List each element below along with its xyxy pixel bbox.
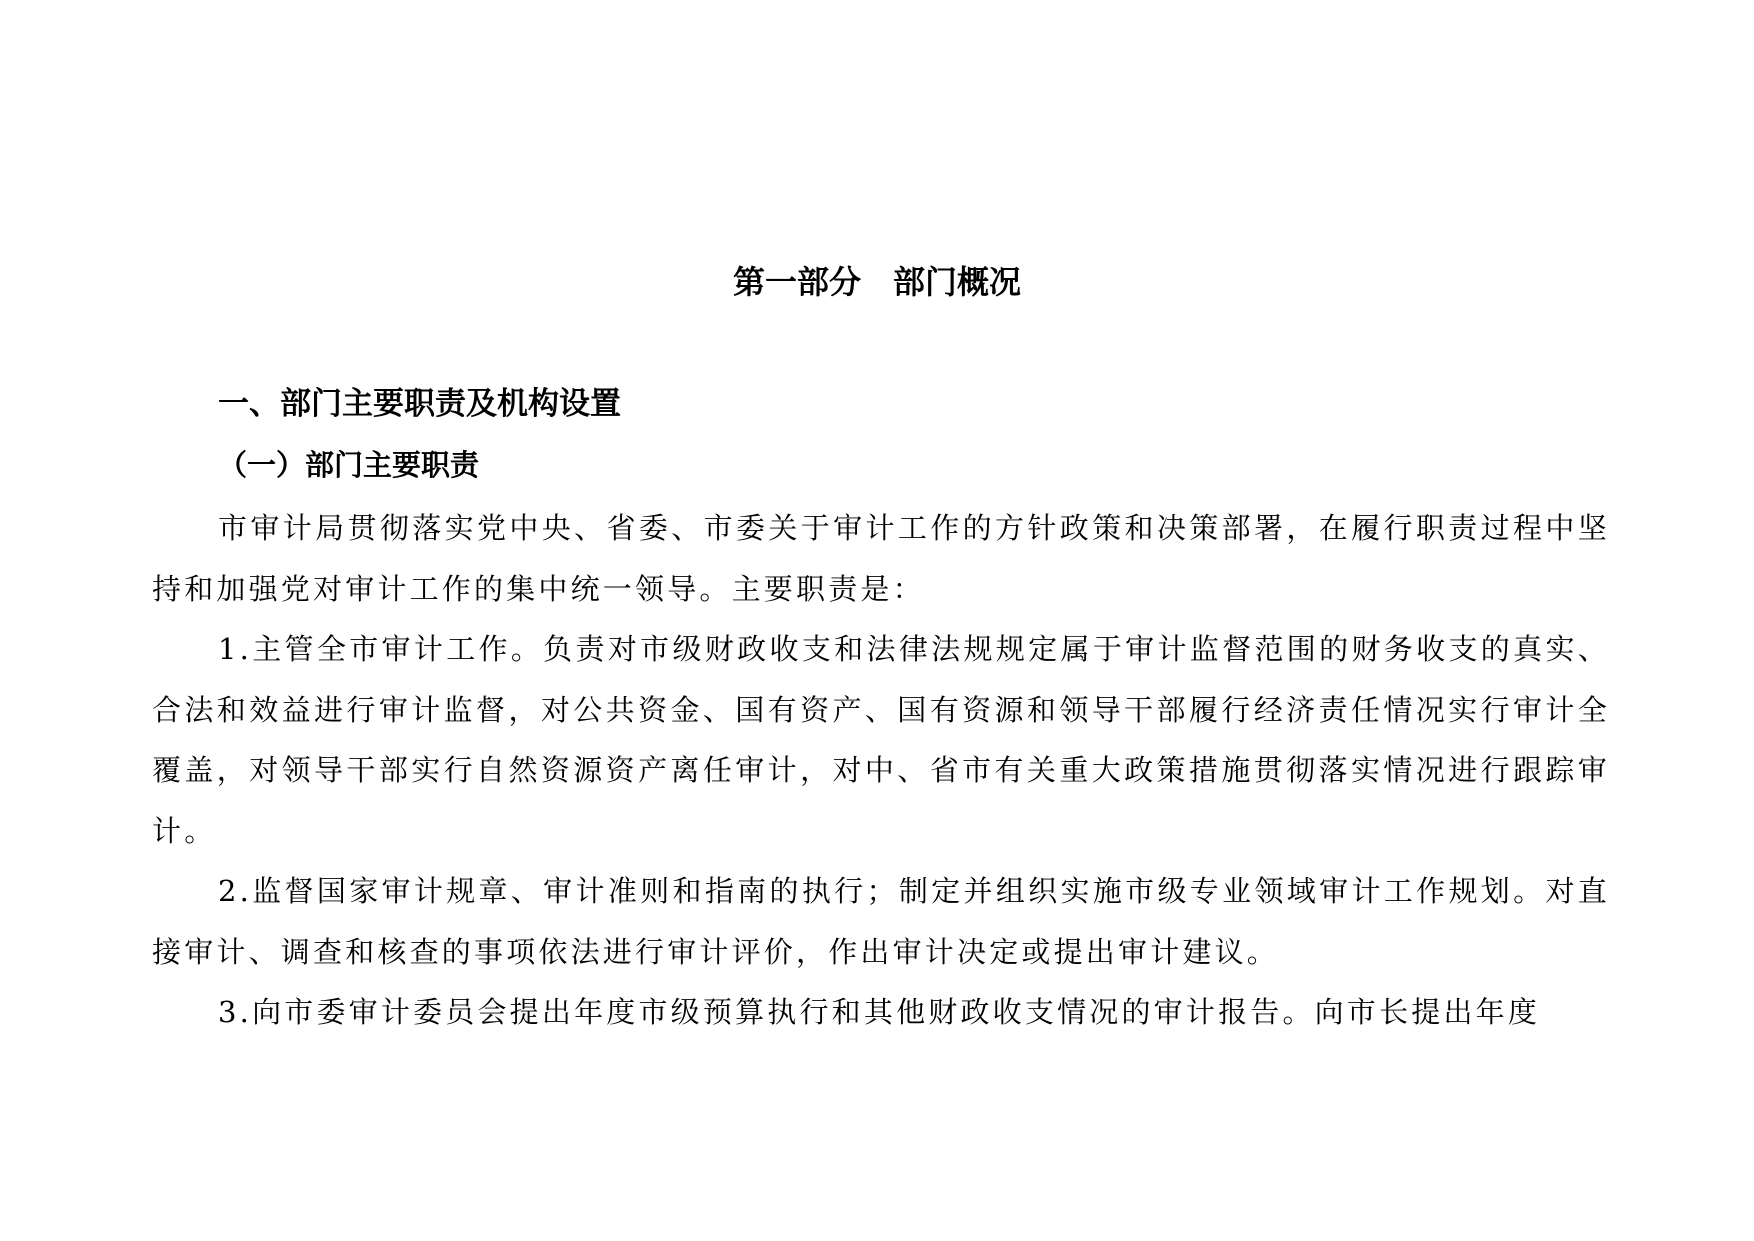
section-heading: 一、部门主要职责及机构设置 — [218, 386, 621, 422]
paragraph-duty-3: 3.向市委审计委员会提出年度市级预算执行和其他财政收支情况的审计报告。向市长提出年度 — [218, 995, 1541, 1029]
body-text — [152, 498, 1610, 1043]
paragraph-intro: 市审计局贯彻落实党中央、省委、市委关于审计工作的方针政策和决策部署，在履行职责过程中坚持和加强党对审计工作的集中统一领导。主要职责是： — [152, 511, 1610, 606]
paragraph-duty-2: 2.监督国家审计规章、审计准则和指南的执行；制定并组织实施市级专业领域审计工作规划。对直接审计、调查和核查的事项依法进行审计评价，作出审计决定或提出审计建议。 — [152, 874, 1610, 969]
subsection-heading: （一）部门主要职责 — [218, 448, 480, 482]
paragraph-duty-1: 1.主管全市审计工作。负责对市级财政收支和法律法规规定属于审计监督范围的财务收支的真实、合法和效益进行审计监督，对公共资金、国有资产、国有资源和领导干部履行经济责任情况实行审计全覆盖，对领导干部实行自然资源资产离任审计，对中、省市有关重大政策措施贯彻落实情况进行跟踪审计。 — [152, 632, 1610, 848]
page-title: 第一部分 部门概况 — [732, 263, 1021, 301]
